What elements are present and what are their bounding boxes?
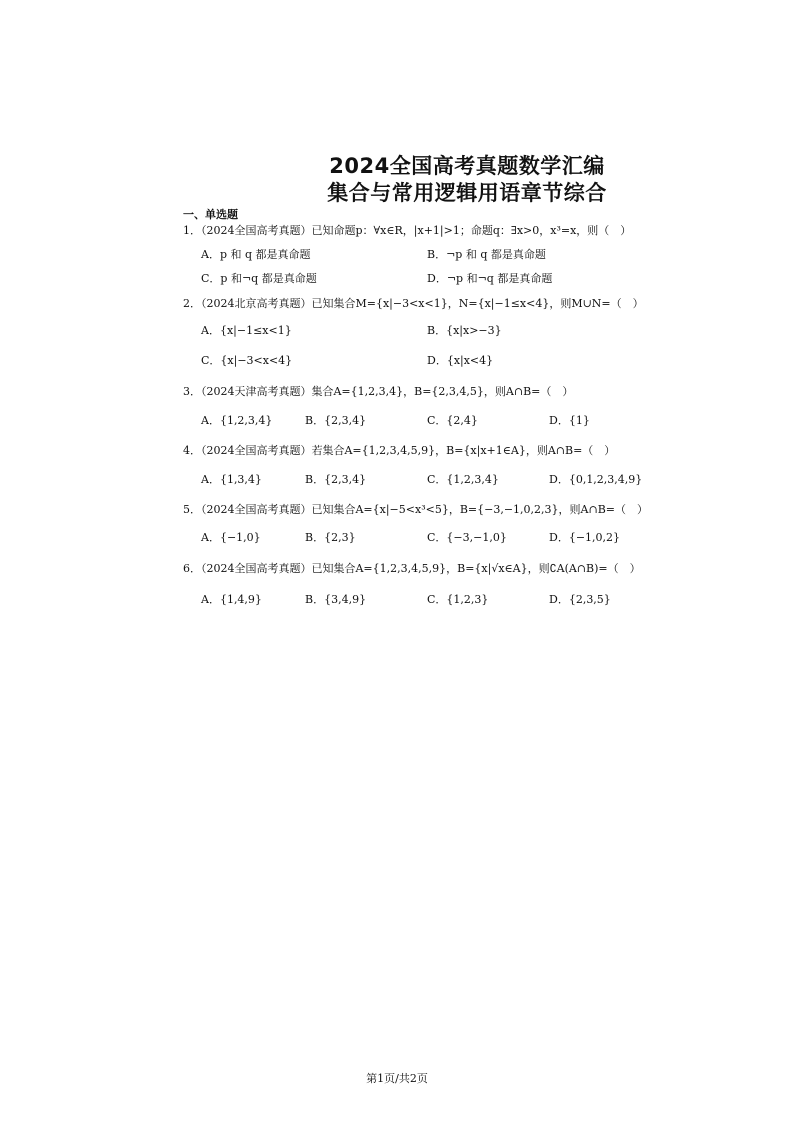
question-6-option-b: B．{3,4,9}	[305, 593, 367, 606]
question-4-stem: 4．（2024全国高考真题）若集合A={1,2,3,4,5,9}，B={x|x+1∈A}，则A∩B=（ ）	[183, 444, 616, 457]
question-6-stem: 6．（2024全国高考真题）已知集合A={1,2,3,4,5,9}，B={x|√x∈A}，则∁A(A∩B)=（ ）	[183, 562, 641, 575]
question-5-option-d: D．{−1,0,2}	[549, 531, 621, 544]
question-4-option-b: B．{2,3,4}	[305, 473, 367, 486]
question-2-option-d: D．{x|x<4}	[427, 354, 494, 367]
question-3-option-b: B．{2,3,4}	[305, 414, 367, 427]
question-6-option-c: C．{1,2,3}	[427, 593, 489, 606]
question-1-option-c: C．p 和¬q 都是真命题	[201, 272, 317, 285]
question-6-option-a: A．{1,4,9}	[201, 593, 262, 606]
section-heading: 一、单选题	[183, 208, 238, 221]
question-5-option-a: A．{−1,0}	[201, 531, 261, 544]
question-2-option-b: B．{x|x>−3}	[427, 324, 502, 337]
question-2-option-c: C．{x|−3<x<4}	[201, 354, 293, 367]
question-1-option-b: B．¬p 和 q 都是真命题	[427, 248, 546, 261]
question-5-option-b: B．{2,3}	[305, 531, 356, 544]
question-3-option-a: A．{1,2,3,4}	[201, 414, 273, 427]
question-1-option-a: A．p 和 q 都是真命题	[201, 248, 311, 261]
question-6-option-d: D．{2,3,5}	[549, 593, 611, 606]
question-1-stem: 1．（2024全国高考真题）已知命题p：∀x∈R，|x+1|>1；命题q：∃x>0，x³=x，则（ ）	[183, 224, 632, 237]
document-title: 2024全国高考真题数学汇编	[329, 154, 605, 178]
question-4-option-c: C．{1,2,3,4}	[427, 473, 499, 486]
question-2-stem: 2．（2024北京高考真题）已知集合M={x|−3<x<1}，N={x|−1≤x<4}，则M∪N=（ ）	[183, 297, 644, 310]
page-footer: 第1页/共2页	[366, 1072, 428, 1085]
document-subtitle: 集合与常用逻辑用语章节综合	[327, 181, 607, 205]
question-1-option-d: D．¬p 和¬q 都是真命题	[427, 272, 553, 285]
question-5-option-c: C．{−3,−1,0}	[427, 531, 507, 544]
question-2-option-a: A．{x|−1≤x<1}	[201, 324, 292, 337]
question-4-option-a: A．{1,3,4}	[201, 473, 262, 486]
question-5-stem: 5．（2024全国高考真题）已知集合A={x|−5<x³<5}，B={−3,−1,0,2,3}，则A∩B=（ ）	[183, 503, 648, 516]
question-3-stem: 3．（2024天津高考真题）集合A={1,2,3,4}，B={2,3,4,5}，则A∩B=（ ）	[183, 385, 574, 398]
question-3-option-d: D．{1}	[549, 414, 590, 427]
question-3-option-c: C．{2,4}	[427, 414, 478, 427]
question-4-option-d: D．{0,1,2,3,4,9}	[549, 473, 643, 486]
